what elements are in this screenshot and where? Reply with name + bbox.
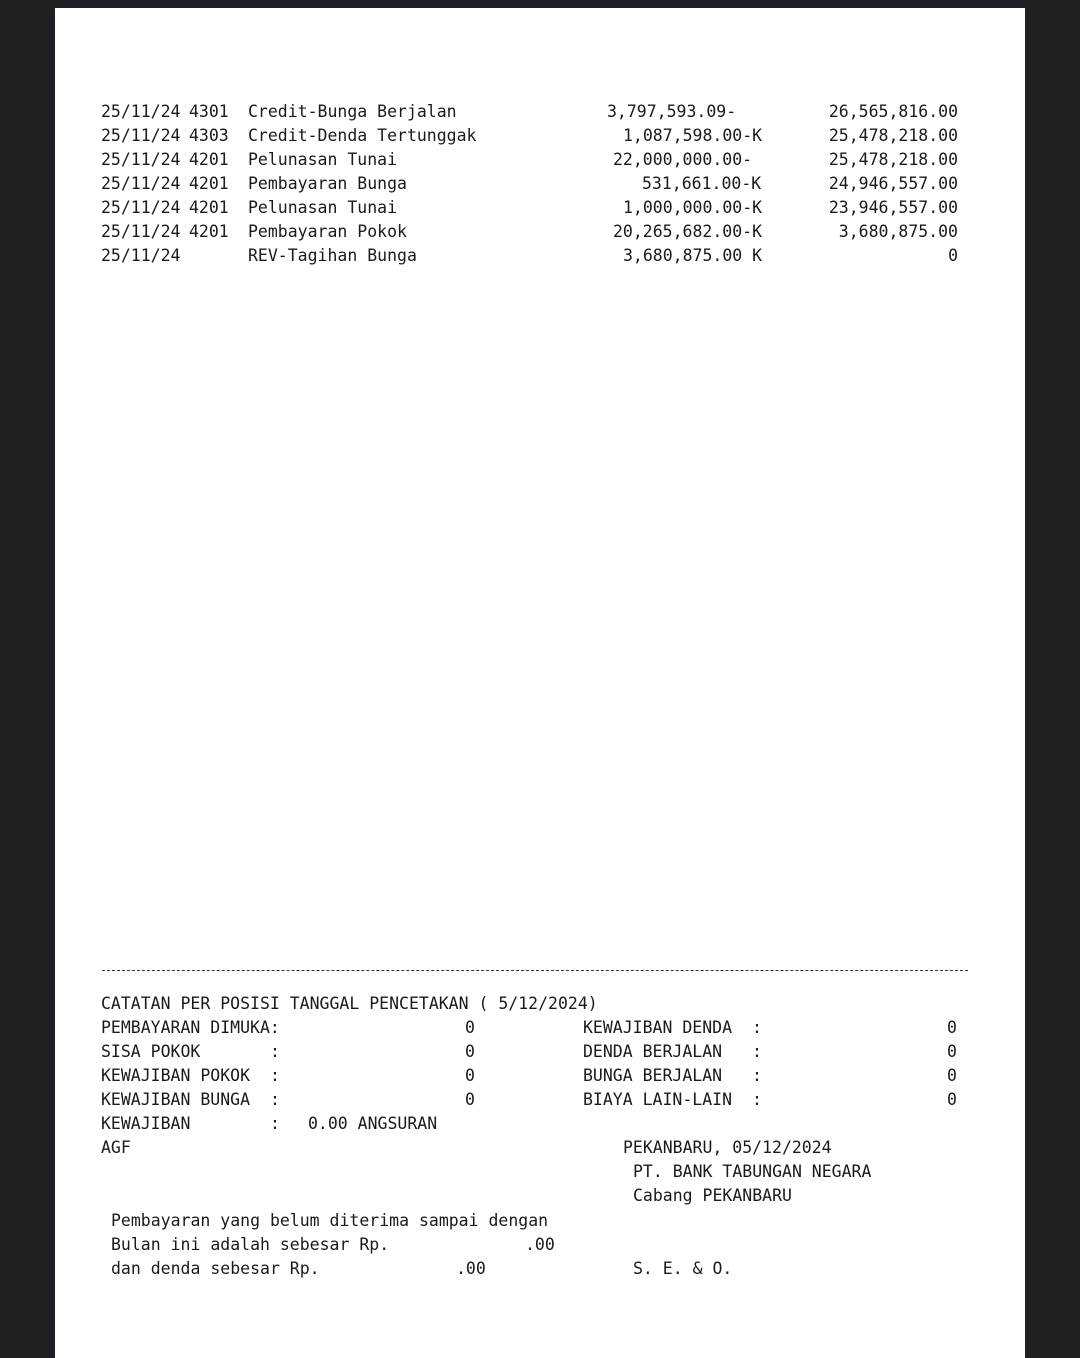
note-line-2: Bulan ini adalah sebesar Rp.	[111, 1235, 390, 1254]
tx-code: 4201	[189, 174, 229, 193]
tx-amount: 22,000,000.00-	[613, 150, 753, 169]
tx-desc: Credit-Bunga Berjalan	[248, 102, 457, 121]
summary-left-colon: :	[270, 1042, 280, 1061]
summary-left-label: SISA POKOK	[101, 1042, 201, 1061]
table-row	[55, 124, 958, 148]
tx-balance: 24,946,557.00	[828, 174, 958, 193]
summary-right-label: BUNGA BERJALAN	[583, 1066, 723, 1085]
tx-amount: 3,797,593.09-	[607, 102, 737, 121]
table-row	[55, 172, 958, 196]
tx-balance: 3,680,875.00	[838, 222, 958, 241]
tx-code: 4201	[189, 198, 229, 217]
note-line-3: dan denda sebesar Rp.	[111, 1259, 320, 1278]
summary-left-value: 0	[465, 1042, 475, 1061]
note-line-1: Pembayaran yang belum diterima sampai dengan	[111, 1211, 549, 1230]
summary-left-value: 0	[465, 1018, 475, 1037]
tx-date: 25/11/24	[101, 126, 181, 145]
table-row	[55, 196, 958, 220]
summary-left-value: 0	[465, 1066, 475, 1085]
summary-left-value: 0	[465, 1090, 475, 1109]
kewajiban-value: 0.00 ANGSURAN	[308, 1114, 438, 1133]
tx-code: 4201	[189, 222, 229, 241]
tx-desc: Credit-Denda Tertunggak	[248, 126, 477, 145]
summary-right-label: DENDA BERJALAN	[583, 1042, 723, 1061]
summary-left-colon: :	[270, 1066, 280, 1085]
tx-desc: REV-Tagihan Bunga	[248, 246, 417, 265]
summary-left-label: KEWAJIBAN POKOK	[101, 1066, 251, 1085]
summary-heading: CATATAN PER POSISI TANGGAL PENCETAKAN ( 5/12/2024)	[101, 994, 598, 1013]
tx-date: 25/11/24	[101, 174, 181, 193]
tx-amount: 1,087,598.00-K	[623, 126, 763, 145]
tx-date: 25/11/24	[101, 222, 181, 241]
tx-code: 4301	[189, 102, 229, 121]
table-row	[55, 244, 958, 268]
tx-desc: Pelunasan Tunai	[248, 198, 398, 217]
statement-page	[55, 8, 1025, 1358]
seo-note: S. E. & O.	[633, 1259, 733, 1278]
bank-name: PT. BANK TABUNGAN NEGARA	[633, 1162, 872, 1181]
tx-amount: 1,000,000.00-K	[623, 198, 763, 217]
tx-desc: Pelunasan Tunai	[248, 150, 398, 169]
kewajiban-colon: :	[270, 1114, 280, 1133]
summary-right-label: BIAYA LAIN-LAIN	[583, 1090, 733, 1109]
tx-code: 4303	[189, 126, 229, 145]
summary-left-label: KEWAJIBAN BUNGA	[101, 1090, 251, 1109]
summary-right-colon: :	[752, 1018, 762, 1037]
summary-right-value: 0	[947, 1018, 957, 1037]
tx-desc: Pembayaran Bunga	[248, 174, 407, 193]
branch-name: Cabang PEKANBARU	[633, 1186, 792, 1205]
tx-balance: 26,565,816.00	[828, 102, 958, 121]
kewajiban-label: KEWAJIBAN	[101, 1114, 191, 1133]
summary-right-value: 0	[947, 1066, 957, 1085]
table-row	[55, 100, 958, 124]
summary-left-colon: :	[270, 1090, 280, 1109]
summary-right-colon: :	[752, 1090, 762, 1109]
note-line-2-value: .00	[525, 1235, 555, 1254]
tx-amount: 20,265,682.00-K	[613, 222, 763, 241]
tx-desc: Pembayaran Pokok	[248, 222, 407, 241]
tx-balance: 0	[948, 246, 958, 265]
tx-date: 25/11/24	[101, 198, 181, 217]
officer-initials: AGF	[101, 1138, 131, 1157]
summary-right-colon: :	[752, 1066, 762, 1085]
table-row	[55, 220, 958, 244]
tx-balance: 23,946,557.00	[828, 198, 958, 217]
summary-right-colon: :	[752, 1042, 762, 1061]
table-row	[55, 148, 958, 172]
summary-left-label: PEMBAYARAN DIMUKA:	[101, 1018, 280, 1037]
tx-amount: 3,680,875.00 K	[623, 246, 763, 265]
tx-balance: 25,478,218.00	[828, 126, 958, 145]
tx-date: 25/11/24	[101, 102, 181, 121]
tx-amount: 531,661.00-K	[642, 174, 762, 193]
note-line-3-value: .00	[456, 1259, 486, 1278]
tx-balance: 25,478,218.00	[828, 150, 958, 169]
tx-date: 25/11/24	[101, 246, 181, 265]
place-date: PEKANBARU, 05/12/2024	[623, 1138, 832, 1157]
tx-code: 4201	[189, 150, 229, 169]
tx-date: 25/11/24	[101, 150, 181, 169]
dashed-separator	[102, 970, 968, 971]
summary-right-label: KEWAJIBAN DENDA	[583, 1018, 733, 1037]
summary-right-value: 0	[947, 1090, 957, 1109]
summary-right-value: 0	[947, 1042, 957, 1061]
